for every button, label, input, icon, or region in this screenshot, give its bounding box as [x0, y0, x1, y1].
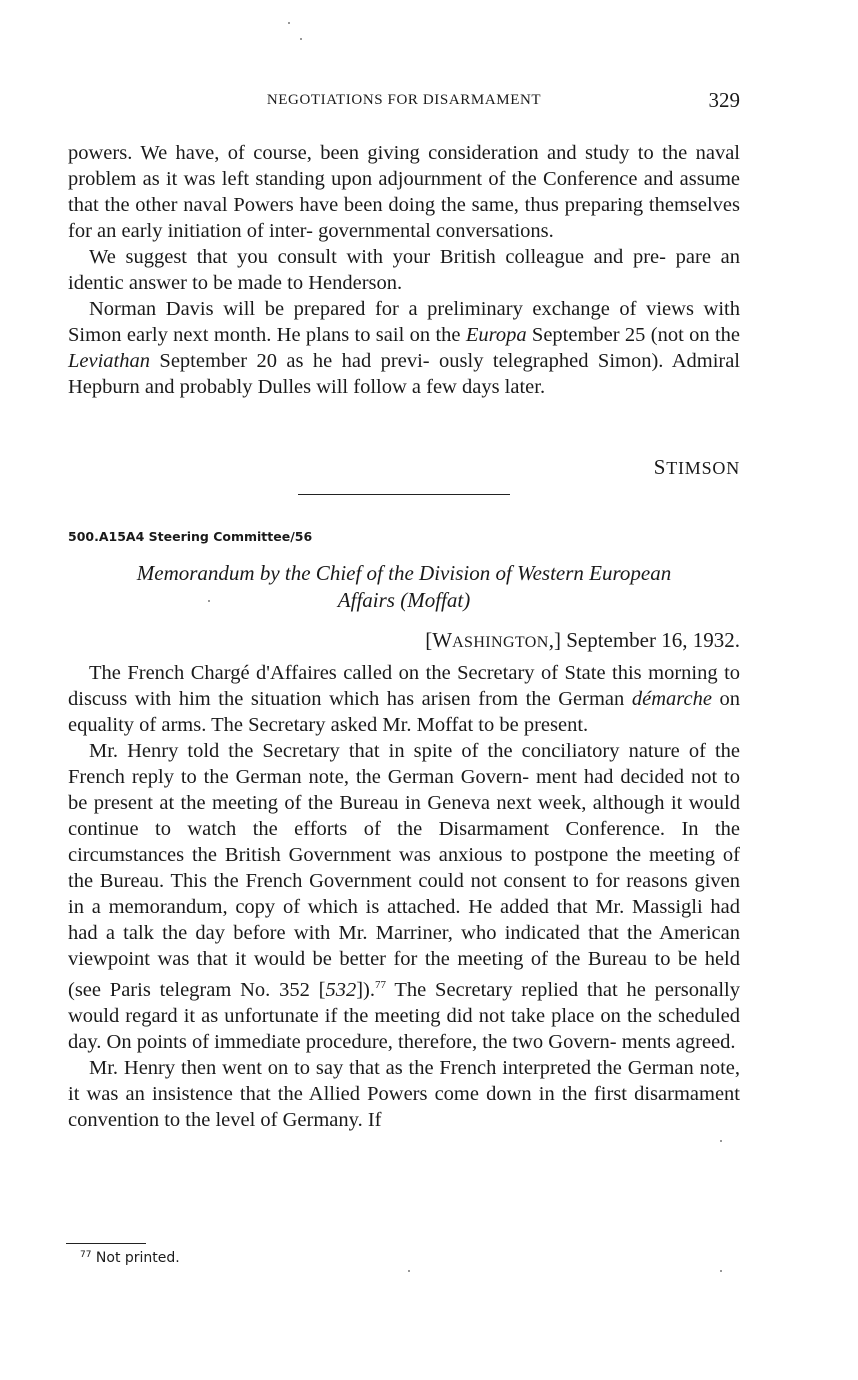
text-line: the same, thus preparing themselves for an early initiation of inter-	[68, 194, 741, 242]
text-line: ment had decided not to be present at the meeting of the Bureau	[68, 766, 740, 814]
text-line: views with Simon early next month. He plans to sail on the	[68, 298, 740, 346]
page-header	[68, 88, 740, 116]
text-line: The Secretary replied that he personally would regard	[68, 979, 741, 1027]
text-line: ments agreed.	[621, 1031, 736, 1053]
text-line: Conference and assume that the other naval Powers have been doing	[68, 168, 741, 216]
italic-term: démarche	[631, 688, 712, 710]
text-line: Mr. Henry then went on to say that as the French interpreted the	[89, 1057, 622, 1079]
footnote	[80, 1250, 180, 1266]
text-line: powers. We have, of course, been giving consideration and study to	[68, 142, 654, 164]
page-number: 329	[708, 88, 740, 112]
text-line: nature of the French reply to the German note, the German Govern-	[68, 740, 740, 788]
signature	[654, 455, 740, 480]
text-line: will follow a few days later.	[316, 376, 546, 398]
telegram-body	[68, 140, 740, 400]
ship-name-leviathan: Leviathan	[68, 350, 150, 372]
scan-speck	[720, 1270, 722, 1272]
dateline-bracket: [	[425, 628, 433, 652]
text-line: in the first disarmament convention to the level of Germany. If	[68, 1083, 740, 1131]
telegram-reference: 532	[325, 979, 357, 1001]
text-line: Mr. Henry told the Secretary that in spite of the conciliatory	[89, 740, 620, 762]
dateline-place: ASHINGTON	[452, 634, 549, 651]
scan-speck	[720, 1140, 722, 1142]
scan-speck	[300, 38, 302, 40]
text-line: This the French Government could not consent to for reasons given	[170, 870, 740, 892]
ship-name-europa: Europa	[465, 324, 527, 346]
telegram-paragraph-1	[68, 140, 740, 244]
text-line: German note, it was an insistence that the Allied Powers come down	[68, 1057, 741, 1105]
document-title	[68, 560, 740, 614]
text-line: ously telegraphed Simon). Admiral Hepburn and probably Dulles	[68, 350, 741, 398]
signature-initial: S	[653, 455, 667, 479]
dateline-place-initial: W	[432, 628, 453, 652]
text-line: governmental conversations.	[318, 220, 554, 242]
text-line: Government was anxious to postpone the meeting of the Bureau.	[68, 844, 741, 892]
footnote-text: Not printed.	[91, 1250, 180, 1266]
text-line: it as unfortunate if the meeting did not take place on the scheduled	[183, 1005, 740, 1027]
memo-paragraph-3	[68, 1055, 740, 1133]
file-reference: 500.A15A4 Steering Committee/56	[68, 529, 313, 544]
title-line: Memorandum by the Chief of the Division of Western European	[136, 561, 672, 585]
text-line: in Geneva next week, although it would continue to watch the efforts	[68, 792, 740, 840]
text-line: 352 [	[279, 979, 326, 1001]
text-line: indicated that the American viewpoint was that it would be better	[68, 922, 741, 970]
text-line: Moffat to be present.	[416, 714, 589, 736]
telegram-paragraph-3	[68, 296, 740, 400]
scan-speck	[408, 1270, 410, 1272]
dateline-date: ,] September 16, 1932.	[548, 628, 740, 652]
text-line: ]).	[356, 979, 375, 1001]
memo-paragraph-2	[68, 738, 740, 1055]
text-line: Massigli had had a talk the day before with Mr. Marriner, who	[68, 896, 741, 944]
text-line: of the Disarmament Conference. In the circumstances the British	[68, 818, 740, 866]
telegram-paragraph-2	[68, 244, 740, 296]
text-line: for the meeting of the Bureau to be held (see Paris telegram No.	[68, 948, 741, 1001]
scan-speck	[208, 600, 210, 602]
footnote-number: 77	[80, 1250, 92, 1260]
signature-rest: TIMSON	[666, 458, 740, 478]
footnote-divider	[66, 1243, 146, 1244]
text-line: The French Chargé d'Affaires called on the Secretary of State this	[89, 662, 642, 684]
title-line: Affairs (Moffat)	[337, 588, 471, 612]
text-line: the naval problem as it was left standing upon adjournment of the	[68, 142, 740, 190]
scan-speck	[288, 22, 290, 24]
memo-paragraph-1	[68, 660, 740, 738]
text-line: pare an identic answer to be made to Henderson.	[68, 246, 740, 294]
memo-body	[68, 660, 740, 1133]
dateline	[425, 628, 740, 653]
running-head: NEGOTIATIONS FOR DISARMAMENT	[266, 92, 542, 108]
text-line: German	[558, 688, 632, 710]
footnote-marker[interactable]: 77	[374, 979, 386, 991]
section-divider	[298, 494, 510, 495]
text-line: morning to discuss with him the situation which has arisen from the	[68, 662, 741, 710]
text-line: day. On points of immediate procedure, therefore, the two Govern-	[68, 1031, 617, 1053]
text-line: September 25 (not on the	[531, 324, 740, 346]
text-line: We suggest that you consult with your British colleague and pre-	[89, 246, 666, 268]
text-line: September 20 as he had previ-	[150, 350, 430, 372]
text-line: in a memorandum, copy of which is attached. He added that Mr.	[68, 896, 625, 918]
text-line: Norman Davis will be prepared for a preliminary exchange of	[89, 298, 637, 320]
text-line: on equality of arms. The Secretary asked Mr.	[68, 688, 741, 736]
